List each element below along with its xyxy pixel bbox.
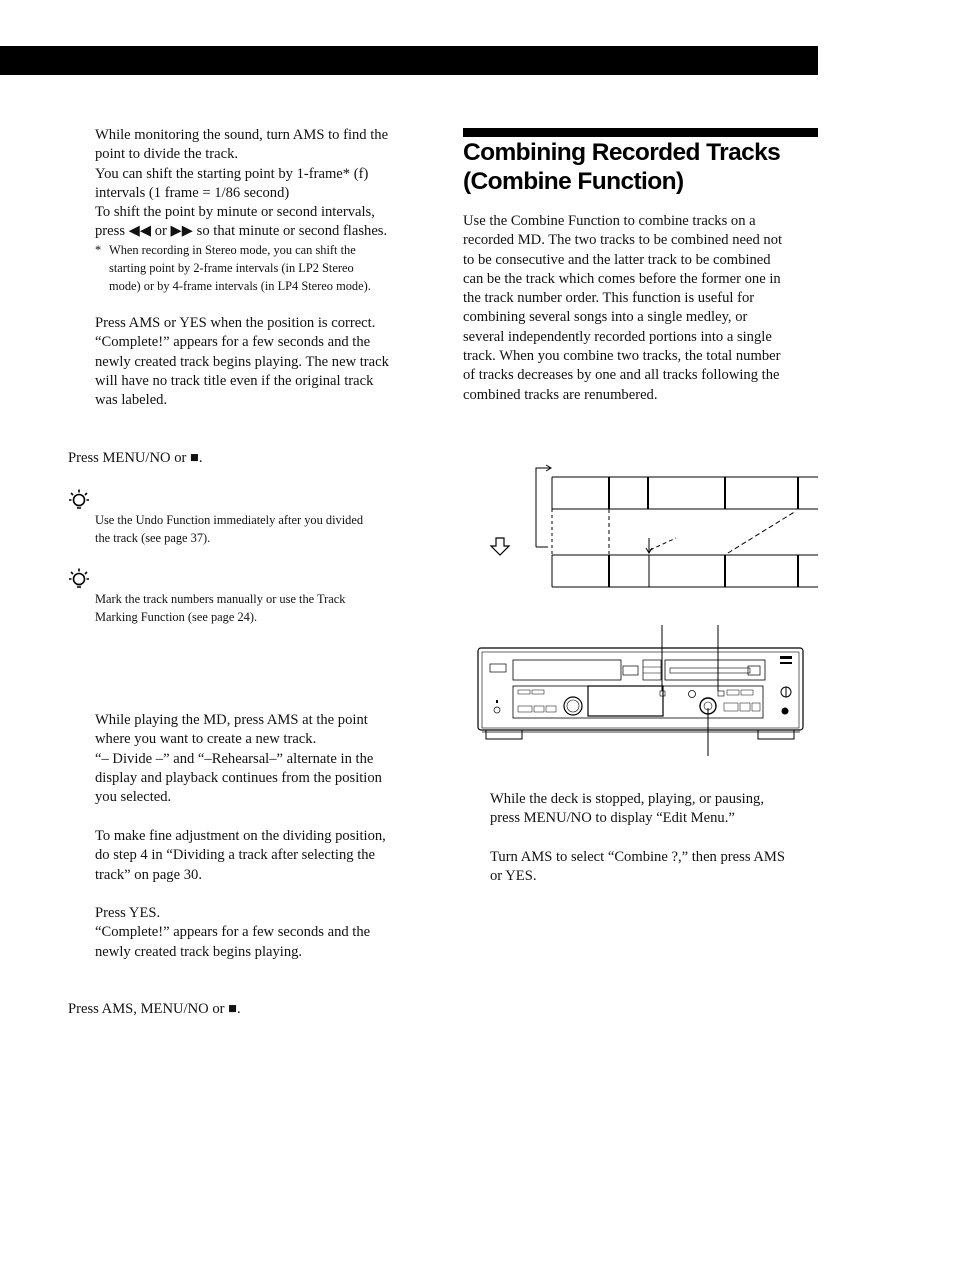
step-combine-2: Turn AMS to select “Combine ?,” then press AMS or YES. bbox=[490, 849, 785, 885]
section-title: Combining Recorded Tracks (Combine Function) bbox=[463, 139, 781, 195]
cancel-instruction-2: Press AMS, MENU/NO or ■. bbox=[68, 1001, 241, 1017]
step-para-press-yes: Press YES. “Complete!” appears for a few seconds and the newly created track begins playing. bbox=[95, 905, 371, 960]
lightbulb-tip-icon bbox=[68, 488, 90, 512]
tip-track-marking: Mark the track numbers manually or use the Track Marking Function (see page 24). bbox=[95, 592, 346, 624]
step-combine-1: While the deck is stopped, playing, or pausing, press MENU/NO to display “Edit Menu.” bbox=[490, 791, 764, 827]
header-bar bbox=[0, 46, 818, 75]
section-rule bbox=[463, 128, 818, 137]
combine-tracks-diagram bbox=[480, 458, 820, 593]
track-strip-before bbox=[552, 477, 818, 509]
step-para-confirm: Press AMS or YES when the position is correct. “Complete!” appears for a few seconds and the newly created track begins playing. The new track will have no track title even if the original track was labeled. bbox=[95, 315, 389, 409]
section-intro: Use the Combine Function to combine tracks on a recorded MD. The two tracks to be combined need not to be consecutive and the latter track to be combined can be the track which comes before the former one in the track number order. This function is useful for combining several songs into a single medley, or several independently recorded portions into a single track. When you combine two tracks, the total number of tracks decreases by one and all tracks following the combined tracks are renumbered. bbox=[463, 213, 783, 403]
lightbulb-tip-icon bbox=[68, 567, 90, 591]
tip-undo: Use the Undo Function immediately after you divided the track (see page 37). bbox=[95, 513, 364, 545]
md-deck-front-panel-illustration bbox=[470, 620, 810, 760]
cancel-instruction-1: Press MENU/NO or ■. bbox=[68, 450, 203, 466]
step-para-adjust-point: While monitoring the sound, turn AMS to find the point to divide the track. You can shift the starting point by 1-frame* (f) intervals (1 frame = 1/86 second) To shift the point by minute or second intervals, press ◀◀ or ▶▶ so that minute or second flashes. bbox=[95, 127, 389, 240]
track-strip-after bbox=[552, 555, 818, 587]
step-para-press-ams: While playing the MD, press AMS at the point where you want to create a new track. “– Divide –” and “–Rehearsal–” alternate in the display and playback continues from the position you selected. bbox=[95, 712, 382, 806]
step-para-fine-adjust: To make fine adjustment on the dividing position, do step 4 in “Dividing a track after selecting the track” on page 30. bbox=[95, 828, 386, 883]
footnote: * When recording in Stereo mode, you can shift the starting point by 2-frame intervals (in LP2 Stereo mode) or by 4-frame intervals (in LP4 Stereo mode). bbox=[95, 243, 371, 293]
